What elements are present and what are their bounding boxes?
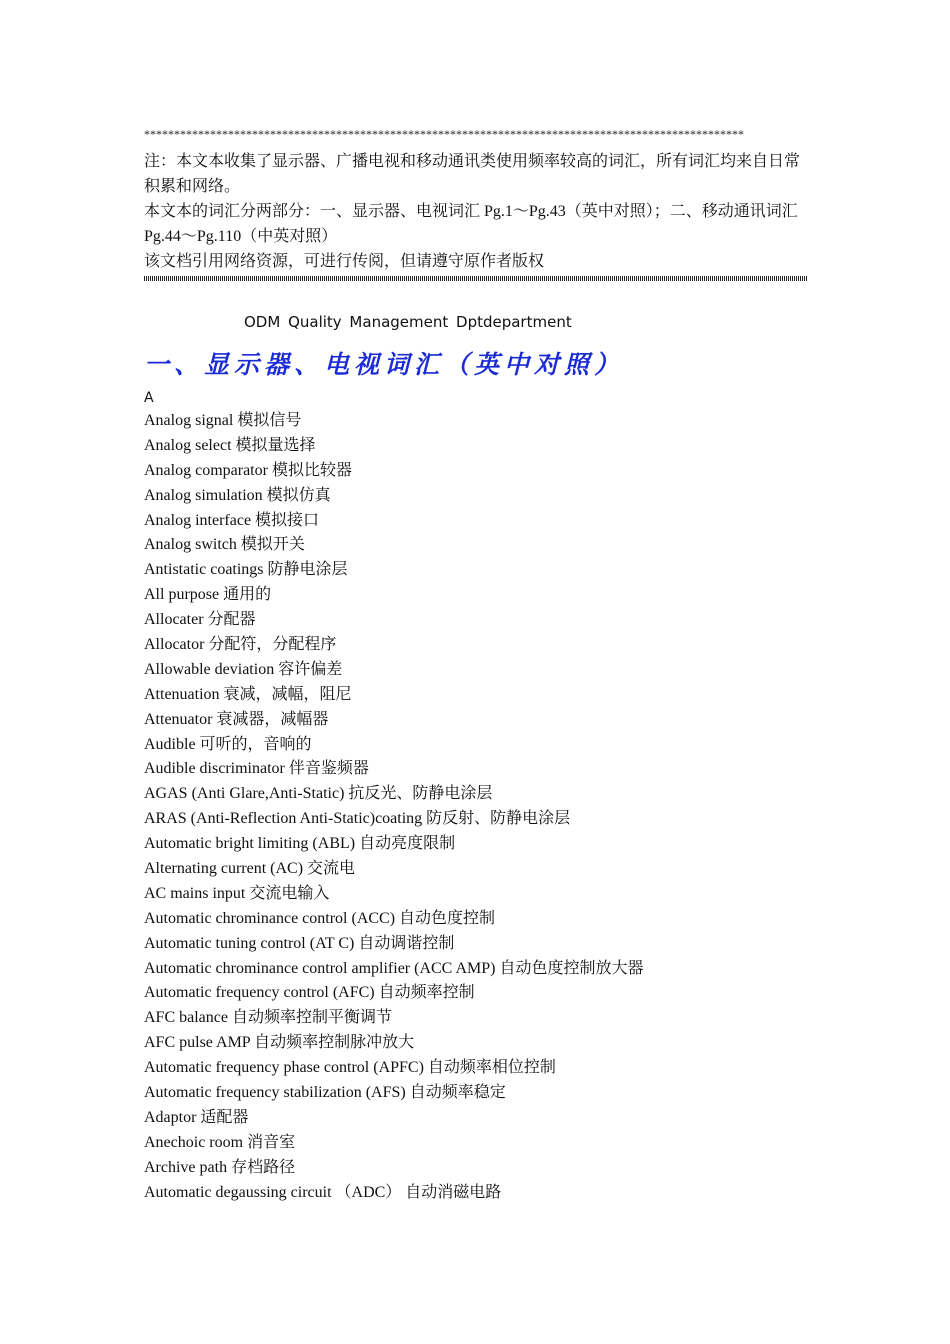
term-entry: Automatic frequency phase control (APFC) 自动频率相位控制 <box>144 1059 556 1077</box>
term-entry: Automatic chrominance control amplifier (ACC AMP) 自动色度控制放大器 <box>144 959 644 977</box>
term-entry: AFC balance 自动频率控制平衡调节 <box>144 1009 392 1027</box>
term-entry: Allowable deviation 容许偏差 <box>144 660 343 678</box>
letter-index: A <box>144 390 154 406</box>
term-entry: Attenuator 衰减器，减幅器 <box>144 710 329 728</box>
section-heading: 一、显示器、电视词汇（英中对照） <box>144 350 625 379</box>
term-entry: Analog simulation 模拟仿真 <box>144 486 331 504</box>
term-entry: All purpose 通用的 <box>144 586 272 604</box>
note-paragraph-3: 该文档引用网络资源，可进行传阅，但请遵守原作者版权 <box>144 253 545 270</box>
term-entry: ARAS (Anti-Reflection Anti-Static)coating 防反射、防静电涂层 <box>144 810 571 828</box>
term-entry: Analog interface 模拟接口 <box>144 511 320 529</box>
term-entry: Allocater 分配器 <box>144 611 256 629</box>
document-page <box>144 125 808 1206</box>
term-entry: Analog select 模拟量选择 <box>144 436 316 454</box>
dense-separator <box>144 276 808 281</box>
term-entry: Antistatic coatings 防静电涂层 <box>144 561 348 579</box>
term-list <box>144 409 808 1206</box>
term-entry: Audible 可听的，音响的 <box>144 735 312 753</box>
term-entry: AC mains input 交流电输入 <box>144 884 330 902</box>
term-entry: Anechoic room 消音室 <box>144 1133 296 1151</box>
term-entry: Automatic chrominance control (ACC) 自动色度控制 <box>144 909 496 927</box>
department-line: ODM Quality Management Dptdepartment <box>244 313 572 331</box>
term-entry: Alternating current (AC) 交流电 <box>144 860 356 878</box>
term-entry: Automatic frequency stabilization (AFS) 自动频率稳定 <box>144 1084 506 1102</box>
term-entry: Audible discriminator 伴音鉴频器 <box>144 760 369 778</box>
term-entry: Analog signal 模拟信号 <box>144 412 302 429</box>
term-entry: Analog comparator 模拟比较器 <box>144 461 352 479</box>
intro-note <box>144 149 808 274</box>
note-paragraph-1: 注：本文本收集了显示器、广播电视和移动通讯类使用频率较高的词汇，所有词汇均来自日常积累和网络。 <box>144 153 801 195</box>
term-entry: Archive path 存档路径 <box>144 1158 296 1176</box>
term-entry: AGAS (Anti Glare,Anti-Static) 抗反光、防静电涂层 <box>144 785 493 803</box>
term-entry: Adaptor 适配器 <box>144 1108 249 1126</box>
term-entry: Automatic degaussing circuit （ADC） 自动消磁电路 <box>144 1183 502 1201</box>
term-entry: Automatic frequency control (AFC) 自动频率控制 <box>144 984 475 1002</box>
note-paragraph-2: 本文本的词汇分两部分：一、显示器、电视词汇 Pg.1～Pg.43（英中对照）；二、移动通讯词汇 Pg.44～Pg.110（中英对照） <box>144 203 798 245</box>
term-entry: Automatic bright limiting (ABL) 自动亮度限制 <box>144 835 456 853</box>
term-entry: AFC pulse AMP 自动频率控制脉冲放大 <box>144 1034 415 1052</box>
star-separator: **************************************************************************************************** <box>144 127 744 141</box>
term-entry: Attenuation 衰减，减幅，阻尼 <box>144 685 352 703</box>
term-entry: Allocator 分配符，分配程序 <box>144 636 337 654</box>
term-entry: Analog switch 模拟开关 <box>144 536 305 554</box>
term-entry: Automatic tuning control (AT C) 自动调谐控制 <box>144 934 455 952</box>
